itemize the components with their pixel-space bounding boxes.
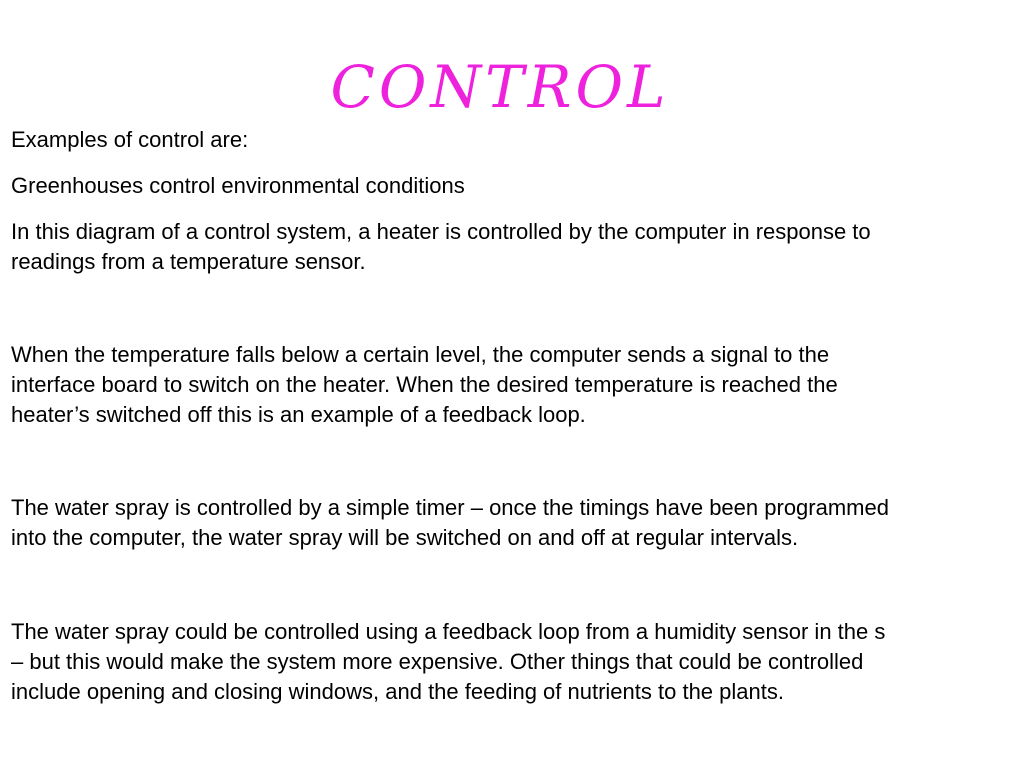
text-line: Examples of control are: — [11, 127, 249, 152]
text-line: interface board to switch on the heater. When the desired temperature is reached the — [11, 372, 838, 397]
paragraph-water-spray-timer — [11, 493, 1024, 553]
text-line: When the temperature falls below a certain level, the computer sends a signal to the — [11, 342, 830, 367]
slide-title: CONTROL — [330, 53, 670, 121]
text-line: – but this would make the system more expensive. Other things that could be controlled — [11, 649, 864, 674]
text-line: readings from a temperature sensor. — [11, 249, 366, 274]
text-line: include opening and closing windows, and the feeding of nutrients to the plants. — [11, 679, 784, 704]
text-line: The water spray is controlled by a simple timer – once the timings have been programmed — [11, 495, 889, 520]
text-line: The water spray could be controlled using a feedback loop from a humidity sensor in the s — [11, 619, 886, 644]
paragraph-heater-diagram — [11, 217, 1024, 277]
paragraph-examples-intro — [11, 125, 1024, 155]
paragraph-humidity-sensor — [11, 617, 1024, 707]
text-line: Greenhouses control environmental conditions — [11, 173, 465, 198]
paragraph-feedback-loop — [11, 340, 1024, 430]
text-line: In this diagram of a control system, a heater is controlled by the computer in response to — [11, 219, 871, 244]
paragraph-greenhouses — [11, 171, 1024, 201]
text-line: heater’s switched off this is an example of a feedback loop. — [11, 402, 586, 427]
text-line: into the computer, the water spray will be switched on and off at regular intervals. — [11, 525, 799, 550]
